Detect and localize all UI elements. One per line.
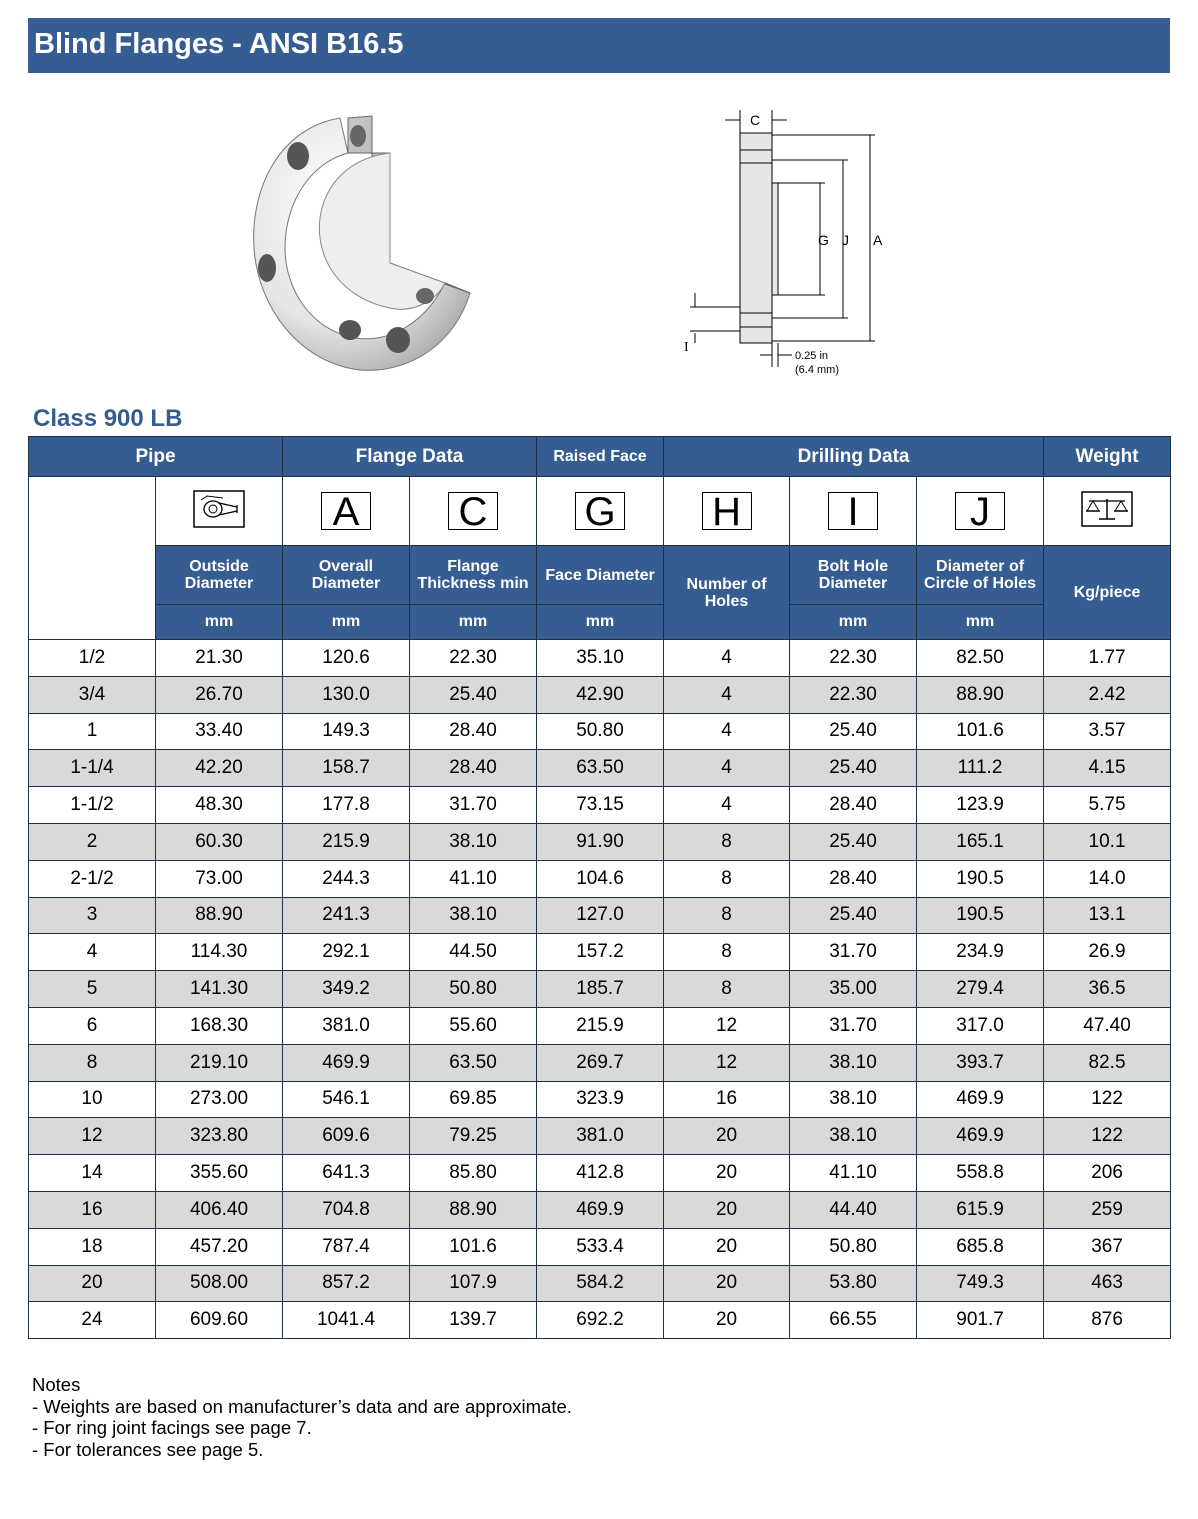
table-cell: 35.00 xyxy=(790,971,917,1008)
table-cell: 26.9 xyxy=(1044,934,1171,971)
table-cell: 323.80 xyxy=(156,1118,283,1155)
table-cell: 2.42 xyxy=(1044,676,1171,713)
col-label-face-diameter: Face Diameter xyxy=(537,546,664,605)
table-cell: 4 xyxy=(664,676,790,713)
table-cell: 63.50 xyxy=(537,750,664,787)
diagram-label-a: A xyxy=(873,232,883,248)
table-cell: 8 xyxy=(29,1044,156,1081)
table-cell: 1-1/2 xyxy=(29,787,156,824)
table-cell: 857.2 xyxy=(283,1265,410,1302)
table-cell: 533.4 xyxy=(537,1228,664,1265)
table-cell: 323.9 xyxy=(537,1081,664,1118)
table-cell: 12 xyxy=(664,1007,790,1044)
table-row xyxy=(29,713,1171,750)
table-row xyxy=(29,1118,1171,1155)
diagram-label-j: J xyxy=(842,232,849,248)
table-cell: 47.40 xyxy=(1044,1007,1171,1044)
table-cell: 130.0 xyxy=(283,676,410,713)
table-cell: 69.85 xyxy=(410,1081,537,1118)
table-row xyxy=(29,1044,1171,1081)
table-cell: 279.4 xyxy=(917,971,1044,1008)
table-cell: 269.7 xyxy=(537,1044,664,1081)
nominal-pipe-size-label: Nominal Pipe Size xyxy=(82,477,102,634)
dimension-i-icon: I xyxy=(828,492,878,530)
dimension-h-icon: H xyxy=(702,492,752,530)
table-cell: 457.20 xyxy=(156,1228,283,1265)
table-cell: 66.55 xyxy=(790,1302,917,1339)
table-cell: 609.60 xyxy=(156,1302,283,1339)
table-cell: 31.70 xyxy=(410,787,537,824)
table-cell: 16 xyxy=(29,1191,156,1228)
table-cell: 42.90 xyxy=(537,676,664,713)
table-cell: 28.40 xyxy=(410,713,537,750)
table-cell: 158.7 xyxy=(283,750,410,787)
table-cell: 21.30 xyxy=(156,640,283,677)
pipe-icon-cell xyxy=(156,477,283,546)
table-cell: 25.40 xyxy=(410,676,537,713)
table-cell: 241.3 xyxy=(283,897,410,934)
flange-illustration xyxy=(240,108,480,378)
col-label-kg-per-piece: Kg/piece xyxy=(1044,546,1171,640)
table-row xyxy=(29,971,1171,1008)
table-cell: 127.0 xyxy=(537,897,664,934)
diagram-label-g: G xyxy=(818,232,829,248)
table-cell: 88.90 xyxy=(156,897,283,934)
table-cell: 4.15 xyxy=(1044,750,1171,787)
col-label-bolt-hole-diameter: Bolt Hole Diameter xyxy=(790,546,917,605)
table-cell: 609.6 xyxy=(283,1118,410,1155)
diagram-dim-in: 0.25 in xyxy=(795,350,829,362)
table-cell: 2 xyxy=(29,823,156,860)
note-item: - For ring joint facings see page 7. xyxy=(32,1417,312,1438)
table-cell: 469.9 xyxy=(917,1118,1044,1155)
table-cell: 4 xyxy=(29,934,156,971)
table-cell: 412.8 xyxy=(537,1155,664,1192)
table-cell: 749.3 xyxy=(917,1265,1044,1302)
table-cell: 38.10 xyxy=(790,1044,917,1081)
table-cell: 12 xyxy=(664,1044,790,1081)
table-row xyxy=(29,1191,1171,1228)
table-cell: 33.40 xyxy=(156,713,283,750)
pipe-icon xyxy=(193,490,245,528)
table-cell: 44.40 xyxy=(790,1191,917,1228)
table-cell: 641.3 xyxy=(283,1155,410,1192)
scale-icon-cell xyxy=(1044,477,1171,546)
table-row xyxy=(29,860,1171,897)
table-cell: 292.1 xyxy=(283,934,410,971)
table-cell: 26.70 xyxy=(156,676,283,713)
table-cell: 8 xyxy=(664,897,790,934)
table-cell: 3.57 xyxy=(1044,713,1171,750)
table-cell: 41.10 xyxy=(790,1155,917,1192)
table-cell: 8 xyxy=(664,971,790,1008)
table-cell: 22.30 xyxy=(790,676,917,713)
table-cell: 25.40 xyxy=(790,823,917,860)
table-cell: 584.2 xyxy=(537,1265,664,1302)
table-cell: 31.70 xyxy=(790,934,917,971)
note-item: - Weights are based on manufacturer’s data and are approximate. xyxy=(32,1395,572,1417)
table-cell: 20 xyxy=(664,1118,790,1155)
table-cell: 35.10 xyxy=(537,640,664,677)
table-cell: 101.6 xyxy=(917,713,1044,750)
table-cell: 91.90 xyxy=(537,823,664,860)
table-cell: 692.2 xyxy=(537,1302,664,1339)
table-cell: 38.10 xyxy=(410,897,537,934)
nominal-pipe-size-header xyxy=(29,477,156,640)
col-label-flange-thickness: Flange Thickness min xyxy=(410,546,537,605)
table-cell: 367 xyxy=(1044,1228,1171,1265)
table-cell: 88.90 xyxy=(410,1191,537,1228)
table-cell: 317.0 xyxy=(917,1007,1044,1044)
group-header-weight: Weight xyxy=(1044,437,1171,477)
table-cell: 165.1 xyxy=(917,823,1044,860)
table-cell: 704.8 xyxy=(283,1191,410,1228)
table-cell: 14 xyxy=(29,1155,156,1192)
table-cell: 50.80 xyxy=(790,1228,917,1265)
table-cell: 685.8 xyxy=(917,1228,1044,1265)
table-cell: 13.1 xyxy=(1044,897,1171,934)
table-row xyxy=(29,897,1171,934)
table-cell: 4 xyxy=(664,640,790,677)
table-cell: 876 xyxy=(1044,1302,1171,1339)
table-cell: 219.10 xyxy=(156,1044,283,1081)
table-cell: 469.9 xyxy=(537,1191,664,1228)
group-header-flange: Flange Data xyxy=(283,437,537,477)
table-cell: 1 xyxy=(29,713,156,750)
table-cell: 1041.4 xyxy=(283,1302,410,1339)
table-cell: 3 xyxy=(29,897,156,934)
table-cell: 469.9 xyxy=(917,1081,1044,1118)
table-cell: 215.9 xyxy=(537,1007,664,1044)
table-cell: 4 xyxy=(664,713,790,750)
table-cell: 44.50 xyxy=(410,934,537,971)
table-cell: 73.00 xyxy=(156,860,283,897)
table-cell: 38.10 xyxy=(790,1118,917,1155)
table-cell: 73.15 xyxy=(537,787,664,824)
table-cell: 20 xyxy=(664,1302,790,1339)
table-cell: 8 xyxy=(664,860,790,897)
table-cell: 20 xyxy=(664,1228,790,1265)
table-cell: 139.7 xyxy=(410,1302,537,1339)
table-cell: 508.00 xyxy=(156,1265,283,1302)
table-cell: 355.60 xyxy=(156,1155,283,1192)
table-cell: 20 xyxy=(664,1155,790,1192)
table-cell: 107.9 xyxy=(410,1265,537,1302)
table-row xyxy=(29,676,1171,713)
unit-label: mm xyxy=(537,605,664,640)
table-cell: 22.30 xyxy=(410,640,537,677)
table-body xyxy=(29,640,1171,1339)
table-cell: 901.7 xyxy=(917,1302,1044,1339)
diagram-label-i: I xyxy=(684,340,689,355)
table-cell: 157.2 xyxy=(537,934,664,971)
table-cell: 123.9 xyxy=(917,787,1044,824)
table-cell: 20 xyxy=(664,1265,790,1302)
table-cell: 141.30 xyxy=(156,971,283,1008)
col-label-overall-diameter: Overall Diameter xyxy=(283,546,410,605)
table-cell: 101.6 xyxy=(410,1228,537,1265)
table-cell: 22.30 xyxy=(790,640,917,677)
table-cell: 469.9 xyxy=(283,1044,410,1081)
table-row xyxy=(29,1265,1171,1302)
dimension-j-icon: J xyxy=(955,492,1005,530)
table-cell: 104.6 xyxy=(537,860,664,897)
table-row xyxy=(29,823,1171,860)
table-cell: 50.80 xyxy=(537,713,664,750)
table-cell: 6 xyxy=(29,1007,156,1044)
table-cell: 24 xyxy=(29,1302,156,1339)
table-cell: 122 xyxy=(1044,1081,1171,1118)
table-cell: 25.40 xyxy=(790,897,917,934)
table-cell: 259 xyxy=(1044,1191,1171,1228)
table-cell: 5 xyxy=(29,971,156,1008)
table-cell: 8 xyxy=(664,823,790,860)
table-cell: 88.90 xyxy=(917,676,1044,713)
table-cell: 20 xyxy=(29,1265,156,1302)
table-row xyxy=(29,640,1171,677)
table-cell: 149.3 xyxy=(283,713,410,750)
unit-label: mm xyxy=(410,605,537,640)
table-row xyxy=(29,750,1171,787)
col-label-circle-of-holes: Diameter of Circle of Holes xyxy=(917,546,1044,605)
table-cell: 122 xyxy=(1044,1118,1171,1155)
table-cell: 85.80 xyxy=(410,1155,537,1192)
table-row xyxy=(29,1155,1171,1192)
unit-label: mm xyxy=(790,605,917,640)
table-cell: 63.50 xyxy=(410,1044,537,1081)
table-row xyxy=(29,787,1171,824)
table-cell: 10.1 xyxy=(1044,823,1171,860)
notes-heading: Notes xyxy=(32,1374,81,1395)
table-cell: 18 xyxy=(29,1228,156,1265)
group-header-raised-face: Raised Face xyxy=(537,437,664,477)
table-cell: 111.2 xyxy=(917,750,1044,787)
table-row xyxy=(29,1007,1171,1044)
unit-label: mm xyxy=(156,605,283,640)
unit-label: mm xyxy=(917,605,1044,640)
table-cell: 206 xyxy=(1044,1155,1171,1192)
table-cell: 114.30 xyxy=(156,934,283,971)
table-cell: 4 xyxy=(664,750,790,787)
table-cell: 38.10 xyxy=(410,823,537,860)
table-cell: 2-1/2 xyxy=(29,860,156,897)
table-cell: 25.40 xyxy=(790,750,917,787)
table-cell: 406.40 xyxy=(156,1191,283,1228)
table-cell: 4 xyxy=(664,787,790,824)
table-cell: 787.4 xyxy=(283,1228,410,1265)
table-cell: 60.30 xyxy=(156,823,283,860)
table-cell: 50.80 xyxy=(410,971,537,1008)
group-header-pipe: Pipe xyxy=(29,437,283,477)
table-cell: 42.20 xyxy=(156,750,283,787)
table-cell: 36.5 xyxy=(1044,971,1171,1008)
dimension-g-icon: G xyxy=(575,492,625,530)
scale-icon xyxy=(1081,491,1133,527)
table-cell: 79.25 xyxy=(410,1118,537,1155)
table-cell: 273.00 xyxy=(156,1081,283,1118)
table-cell: 558.8 xyxy=(917,1155,1044,1192)
table-cell: 177.8 xyxy=(283,787,410,824)
col-label-number-of-holes: Number of Holes xyxy=(664,546,790,640)
table-cell: 82.50 xyxy=(917,640,1044,677)
table-cell: 8 xyxy=(664,934,790,971)
table-cell: 12 xyxy=(29,1118,156,1155)
note-item: - For tolerances see page 5. xyxy=(32,1438,264,1460)
table-cell: 1.77 xyxy=(1044,640,1171,677)
table-cell: 41.10 xyxy=(410,860,537,897)
table-cell: 20 xyxy=(664,1191,790,1228)
table-row xyxy=(29,1302,1171,1339)
table-cell: 185.7 xyxy=(537,971,664,1008)
table-cell: 14.0 xyxy=(1044,860,1171,897)
table-row xyxy=(29,934,1171,971)
table-cell: 546.1 xyxy=(283,1081,410,1118)
col-label-outside-diameter: Outside Diameter xyxy=(156,546,283,605)
table-cell: 463 xyxy=(1044,1265,1171,1302)
table-cell: 234.9 xyxy=(917,934,1044,971)
table-cell: 3/4 xyxy=(29,676,156,713)
table-cell: 168.30 xyxy=(156,1007,283,1044)
table-cell: 28.40 xyxy=(790,787,917,824)
table-cell: 349.2 xyxy=(283,971,410,1008)
table-cell: 381.0 xyxy=(283,1007,410,1044)
table-cell: 16 xyxy=(664,1081,790,1118)
unit-label: mm xyxy=(283,605,410,640)
table-cell: 10 xyxy=(29,1081,156,1118)
page-title: Blind Flanges - ANSI B16.5 xyxy=(34,28,404,60)
flange-spec-table xyxy=(28,436,1171,1339)
table-cell: 244.3 xyxy=(283,860,410,897)
table-cell: 55.60 xyxy=(410,1007,537,1044)
table-cell: 615.9 xyxy=(917,1191,1044,1228)
title-bar xyxy=(28,18,1170,73)
table-cell: 38.10 xyxy=(790,1081,917,1118)
table-cell: 1-1/4 xyxy=(29,750,156,787)
table-cell: 393.7 xyxy=(917,1044,1044,1081)
diagram-dim-mm: (6.4 mm) xyxy=(795,364,839,376)
table-cell: 28.40 xyxy=(410,750,537,787)
table-cell: 190.5 xyxy=(917,897,1044,934)
dimension-c-icon: C xyxy=(448,492,498,530)
dimension-a-icon: A xyxy=(321,492,371,530)
table-cell: 28.40 xyxy=(790,860,917,897)
table-cell: 1/2 xyxy=(29,640,156,677)
table-cell: 190.5 xyxy=(917,860,1044,897)
notes xyxy=(32,1374,572,1460)
table-cell: 82.5 xyxy=(1044,1044,1171,1081)
table-cell: 5.75 xyxy=(1044,787,1171,824)
table-cell: 215.9 xyxy=(283,823,410,860)
class-title: Class 900 LB xyxy=(33,405,183,432)
table-cell: 120.6 xyxy=(283,640,410,677)
table-cell: 381.0 xyxy=(537,1118,664,1155)
diagram-label-c: C xyxy=(750,112,761,128)
table-row xyxy=(29,1081,1171,1118)
table-cell: 31.70 xyxy=(790,1007,917,1044)
table-cell: 48.30 xyxy=(156,787,283,824)
table-cell: 25.40 xyxy=(790,713,917,750)
table-cell: 53.80 xyxy=(790,1265,917,1302)
flange-dimension-diagram xyxy=(680,105,900,385)
table-row xyxy=(29,1228,1171,1265)
group-header-drilling: Drilling Data xyxy=(664,437,1044,477)
